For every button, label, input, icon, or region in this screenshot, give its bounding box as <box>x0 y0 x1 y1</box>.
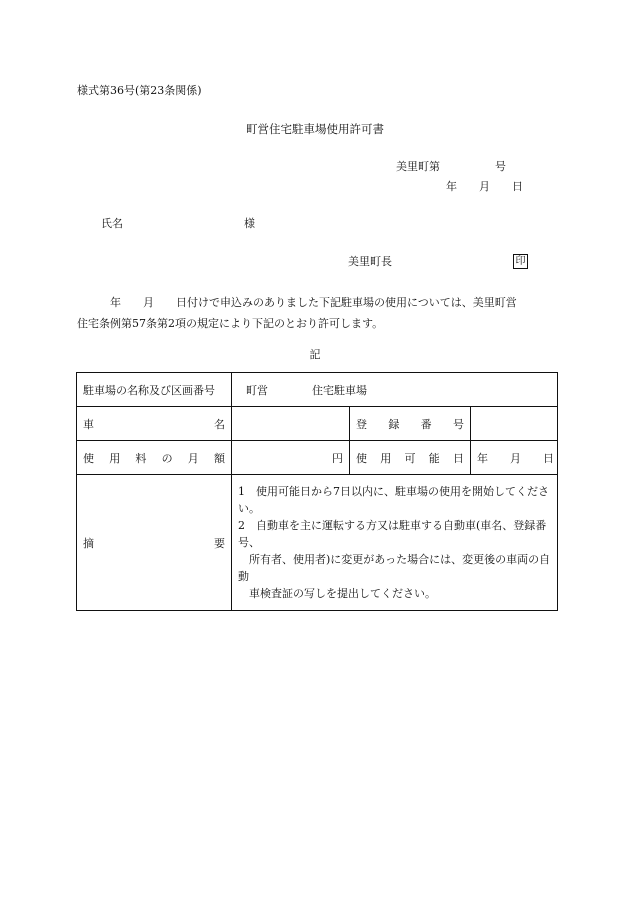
car-name-label <box>77 407 232 441</box>
monthly-fee-label <box>77 441 232 475</box>
document-title: 町営住宅駐車場使用許可書 <box>246 122 384 136</box>
parking-name-label: 駐車場の名称及び区画番号 <box>77 373 232 407</box>
table-row <box>77 373 558 407</box>
monthly-fee-value: 円 <box>232 441 350 475</box>
available-date-label <box>350 441 471 475</box>
notes-label <box>77 475 232 611</box>
available-date-label-text: 使用可能日 <box>356 451 464 465</box>
table-row <box>77 475 558 611</box>
available-date-value: 年 月 日 <box>471 441 558 475</box>
table-row <box>77 407 558 441</box>
body-paragraph: 年 月 日付けで申込みのありました下記駐車場の使用については、美里町営 住宅条例第57条第2項の規定により下記のとおり許可します。 <box>77 296 517 330</box>
registration-number-label <box>350 407 471 441</box>
notes-label-text: 摘要 <box>83 536 225 550</box>
form-number: 様式第36号(第23条関係) <box>77 84 202 97</box>
table-row <box>77 441 558 475</box>
monthly-fee-label-text: 使用料の月額 <box>83 451 225 465</box>
ki-heading: 記 <box>309 348 321 361</box>
document-number: 美里町第 号 <box>396 160 506 173</box>
registration-number-label-text: 登録番号 <box>356 417 464 431</box>
issuer-title: 美里町長 <box>348 255 392 268</box>
issue-date: 年 月 日 <box>446 180 523 193</box>
car-name-value <box>232 407 350 441</box>
registration-number-value <box>471 407 558 441</box>
parking-name-value: 町営 住宅駐車場 <box>232 373 558 407</box>
permit-table <box>76 372 558 611</box>
seal-stamp: 印 <box>513 254 528 269</box>
notes-value: 1 使用可能日から7日以内に、駐車場の使用を開始してください。 2 自動車を主に運転する方又は駐車する自動車(車名、登録番号、 所有者、使用者)に変更があった場合には、変更後の車両の自動 車検査証の写しを提出してください。 <box>232 475 558 611</box>
car-name-label-text: 車名 <box>83 417 225 431</box>
addressee-name: 氏名 様 <box>101 217 255 230</box>
